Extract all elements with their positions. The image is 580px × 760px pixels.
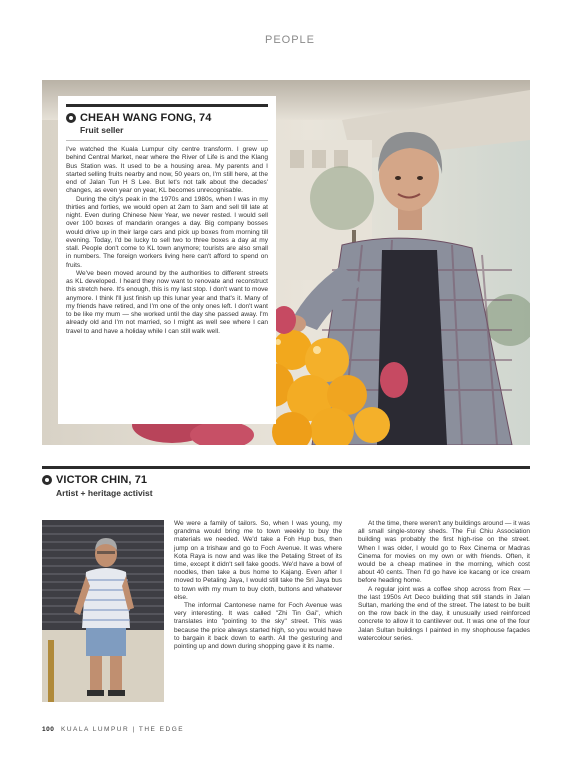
story-paragraph: The informal Cantonese name for Foch Avenue was very interesting. It was called "Zhi Tin Gai", which translates into "pointing to the sky" street. This was because the price always started high, so you would have to bargain it back down to earth. All the gesturing and pointing up and down during shopping gave it its name. xyxy=(174,602,342,651)
page-number: 100 xyxy=(42,726,55,733)
person-name: CHEAH WANG FONG, 74 xyxy=(80,112,212,124)
card-thin-divider xyxy=(66,140,268,141)
story-paragraph: At the time, there weren't any buildings around — it was all small single-storey sheds. The Fui Chiu Association building was probably the first high-rise on the street. When I was older, I would go to Rex Cinema or Madras Cinema for movies on my own or with friends. Often, it would be a cheap matinee in the morning, which cost about 40 cents. Then I'd go have ice kacang or ice cream before heading home. xyxy=(358,520,530,585)
victor-story-column-2 xyxy=(358,520,530,643)
card-divider xyxy=(66,104,268,107)
person-role: Fruit seller xyxy=(80,125,124,135)
profile-card-cheah xyxy=(58,96,276,424)
victor-story-column-1 xyxy=(174,520,342,651)
story-paragraph: We've been moved around by the authorities to different streets as KL developed. I heard they now want to renovate and reconstruct this stretch here. It's enough, this is my last stop. I don't want to move anymore. I think I'll just finish up this lunar year and that's it. Many of my friends have retired, and I'm one of the only ones left. I don't want to be like my mum — she worked until the day she passed away. I'm already old and I'm not married, so I might as well see where I can travel to and have a holiday while I can still walk well. xyxy=(66,269,268,335)
victor-chin-illustration xyxy=(42,520,164,702)
name-row xyxy=(42,474,147,486)
section-divider xyxy=(42,466,530,469)
story-paragraph: During the city's peak in the 1970s and 1980s, when I was in my thirties and forties, we would open at 2am to 3am and sell till late at night. Even during Chinese New Year, we never rested. I would sell over 100 boxes of mandarin oranges a day. Big company bosses would drive up in their large cars and pick up boxes from morning till evening. Today, I'd be lucky to sell two to three boxes a day at my stall. People don't come to KL town anymore; tourists are also small in numbers. The foreign workers living here can't afford to spend on fruits. xyxy=(66,195,268,269)
story-paragraph: We were a family of tailors. So, when I was young, my grandma would bring me to town weekly to buy the materials we needed. We'd take a Foh Hup bus, then jump on a trishaw and go to Foch Avenue. It was where Kota Raya is now and was like the Petaling Street of its time, except it didn't sell fake goods. We'd have a bowl of noodles, then take a bus home to Kajang. Even after I moved to Petaling Jaya, I would still take the Sri Jaya bus to town with my mum to buy cloth, buttons and whatever else. xyxy=(174,520,342,601)
story-paragraph: I've watched the Kuala Lumpur city centre transform. I grew up behind Central Market, near where the River of Life is and the Klang Bus Station was. It used to be a housing area. My parents and I started selling fruits nearby and now, 50 years on, I'm still here, at the end of Jalan Tun H S Lee. But let's not talk about the decades' changes, as even year on year, KL becomes unrecognisable. xyxy=(66,146,268,195)
section-label: PEOPLE xyxy=(264,34,316,46)
name-row xyxy=(66,112,268,124)
person-bullet-icon xyxy=(42,475,52,485)
victor-chin-photo xyxy=(42,520,164,702)
profile-story xyxy=(66,146,268,336)
publication-name: KUALA LUMPUR | THE EDGE xyxy=(60,726,185,733)
story-paragraph: A regular joint was a coffee shop across from Rex — the last 1950s Art Deco building that still stands in Jalan Sultan, marking the end of the street. The latest to be built on the row back in the day, it unusually used reinforced concrete to allow it to cantilever out. It was one of the four Jalan Sultan buildings I painted in my shophouse façades watercolour series. xyxy=(358,585,530,642)
person-role: Artist + heritage activist xyxy=(56,488,153,498)
person-name: VICTOR CHIN, 71 xyxy=(56,474,148,486)
page-footer xyxy=(42,726,184,733)
person-bullet-icon xyxy=(66,113,76,123)
